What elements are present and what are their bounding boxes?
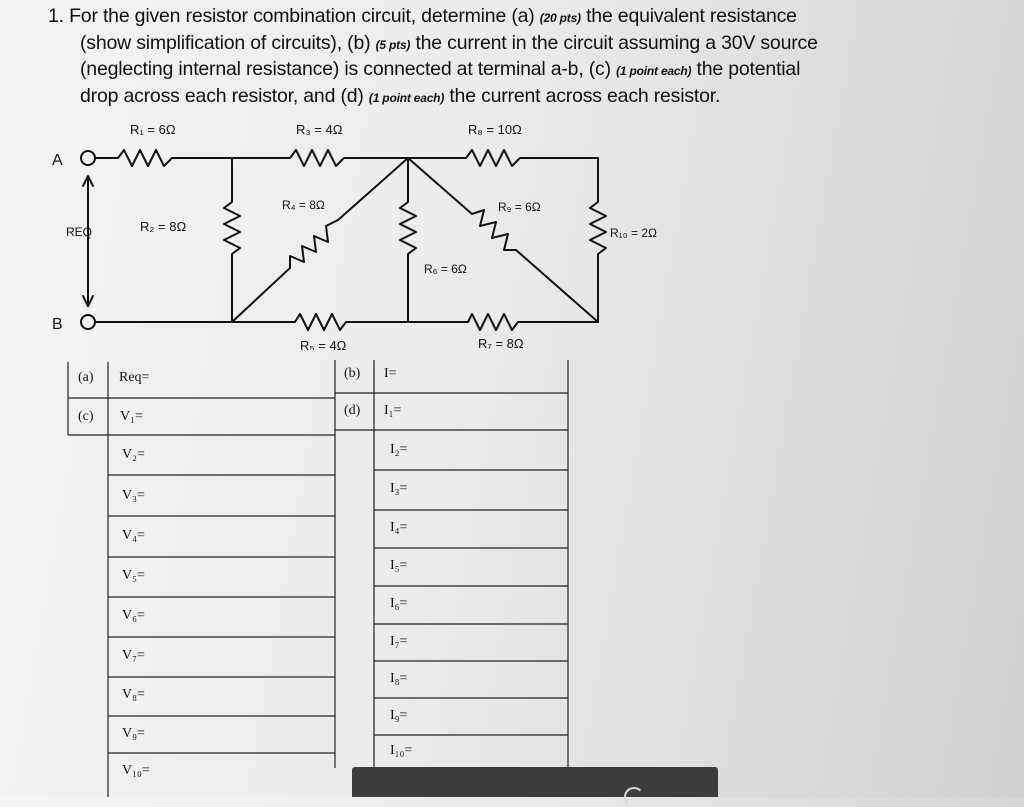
voltage-field-v3[interactable]: V₃= <box>122 488 145 503</box>
voltage-field-v5[interactable]: V₅= <box>122 568 145 583</box>
voltage-field-v2[interactable]: V₂= <box>122 447 145 462</box>
label-r3: R₃ = 4Ω <box>296 122 343 137</box>
voltage-field-v10[interactable]: V₁₀= <box>122 763 150 778</box>
label-r10: R₁₀ = 2Ω <box>610 226 658 240</box>
label-r2: R₂ = 8Ω <box>140 219 187 234</box>
terminal-b-dot <box>81 315 95 329</box>
current-field-i2[interactable]: I₂= <box>390 442 408 457</box>
label-r4: R₄ = 8Ω <box>282 198 325 212</box>
part-c-label: (c) <box>78 409 94 424</box>
spinner-icon <box>624 787 644 807</box>
resistor-r2 <box>224 158 240 322</box>
current-field-i3[interactable]: I₃= <box>390 481 408 496</box>
wire-top <box>95 150 598 166</box>
label-r5: R₅ = 4Ω <box>300 338 347 350</box>
terminal-a-dot <box>81 151 95 165</box>
problem-line-4: drop across each resistor, and (d) (1 point each) the current across each resistor. <box>80 84 721 107</box>
problem-number: 1. <box>48 5 64 27</box>
problem-line-1: 1. For the given resistor combination circuit, determine (a) (20 pts) the equivalent resistance <box>48 5 797 27</box>
label-r6: R₆ = 6Ω <box>424 262 467 276</box>
problem-statement <box>48 4 998 110</box>
label-r9: R₉ = 6Ω <box>498 200 541 214</box>
problem-line-2: (show simplification of circuits), (b) (5 pts) the current in the circuit assuming a 30V source <box>80 31 818 54</box>
terminal-b-label: B <box>52 316 63 333</box>
voltage-field-v6[interactable]: V₆= <box>122 608 145 623</box>
resistor-r4 <box>232 158 408 322</box>
part-a-label: (a) <box>78 370 94 385</box>
circuit-diagram <box>0 110 720 350</box>
points-d: (1 point each) <box>368 90 445 105</box>
points-a: (20 pts) <box>539 11 581 25</box>
current-field-i1[interactable]: I₁= <box>384 403 402 418</box>
bottom-toolbar <box>352 767 718 797</box>
points-b: (5 pts) <box>375 37 411 52</box>
voltage-field-v8[interactable]: V₈= <box>122 687 145 702</box>
resistor-r10 <box>590 158 606 322</box>
voltage-field-v1[interactable]: V₁= <box>120 409 143 424</box>
current-field-i9[interactable]: I₉= <box>390 708 408 723</box>
current-field-i8[interactable]: I₈= <box>390 671 408 686</box>
label-r7: R₇ = 8Ω <box>478 336 524 350</box>
terminal-a-label: A <box>52 152 63 169</box>
part-d-label: (d) <box>344 403 361 418</box>
current-field-i7[interactable]: I₇= <box>390 634 408 649</box>
resistor-r9 <box>408 158 598 322</box>
label-r1: R₁ = 6Ω <box>130 122 176 137</box>
current-total-field[interactable]: I= <box>384 366 397 381</box>
label-r8: R₈ = 10Ω <box>468 122 522 137</box>
voltage-field-v7[interactable]: V₇= <box>122 648 145 663</box>
points-c: (1 point each) <box>616 64 692 78</box>
current-field-i10[interactable]: I₁₀= <box>390 743 413 758</box>
current-field-i5[interactable]: I₅= <box>390 558 408 573</box>
voltage-field-v9[interactable]: V₉= <box>122 726 145 741</box>
req-field[interactable]: Req= <box>119 370 150 385</box>
part-b-label: (b) <box>344 366 361 381</box>
wire-bottom <box>95 314 598 330</box>
current-field-i6[interactable]: I₆= <box>390 596 408 611</box>
current-field-i4[interactable]: I₄= <box>390 520 408 535</box>
req-label: REQ <box>66 225 93 239</box>
voltage-field-v4[interactable]: V₄= <box>122 528 145 543</box>
problem-line-3: (neglecting internal resistance) is connected at terminal a-b, (c) (1 point each) the potential <box>80 58 801 80</box>
resistor-r6 <box>400 158 416 322</box>
